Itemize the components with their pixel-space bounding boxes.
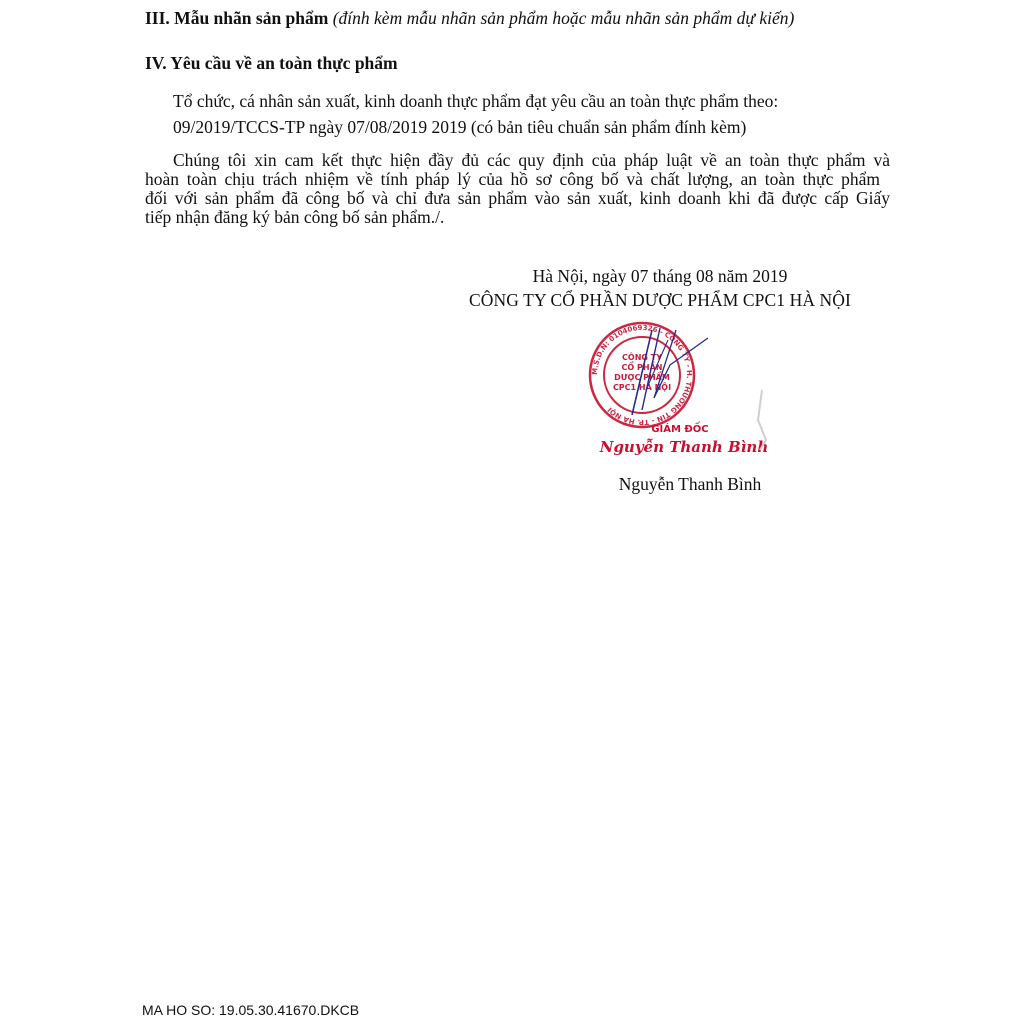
signature-block [440,262,880,502]
section-4-title: IV. Yêu cầu về an toàn thực phẩm [145,53,398,73]
stamp-center-line: DƯỢC PHẨM [614,373,670,382]
section-4-paragraph-1-line-2: 09/2019/TCCS-TP ngày 07/08/2019 2019 (có bản tiêu chuẩn sản phẩm đính kèm) [173,117,747,137]
stamp-center-line: CPC1 HÀ NỘI [612,383,672,392]
section-4-paragraph-2-line-3: đối với sản phẩm đã công bố và chỉ đưa sản phẩm vào sản xuất, kinh doanh khi đã được cấp Giấy [145,188,890,208]
record-code: MA HO SO: 19.05.30.41670.DKCB [142,1002,360,1018]
section-4-paragraph-2-line-1: Chúng tôi xin cam kết thực hiện đầy đủ các quy định của pháp luật về an toàn thực phẩm và [173,150,890,170]
svg-text:GIÁM ĐỐC: GIÁM ĐỐC [651,424,709,435]
svg-text:M.S.D.N: 0104069326 - CÔNG TY: M.S.D.N: 0104069326 - CÔNG TY - H. THƯỜNG TÍN - TP. HÀ NỘI [590,323,694,427]
section-3-heading [145,8,794,28]
section-4-paragraph-2 [145,151,890,227]
section-3-note: (đính kèm mẫu nhãn sản phẩm hoặc mẫu nhãn sản phẩm dự kiến) [332,8,795,28]
signer-name: Nguyễn Thanh Bình [618,474,762,494]
section-4-paragraph-2-line-4: tiếp nhận đăng ký bản công bố sản phẩm./. [145,207,445,227]
company-name: CÔNG TY CỔ PHẦN DƯỢC PHẨM CPC1 HÀ NỘI [469,290,851,310]
stamp-center-line: CỔ PHẦN [621,363,663,372]
section-4-paragraph-2-line-2: hoàn toàn chịu trách nhiệm về tính pháp lý của hồ sơ công bố và chất lượng, an toàn thực phẩm [145,169,880,189]
place-and-date: Hà Nội, ngày 07 tháng 08 năm 2019 [532,266,788,286]
company-seal-and-signature-icon [580,320,780,470]
stamp-center-line: CÔNG TY [622,353,662,362]
section-3-title: III. Mẫu nhãn sản phẩm [145,8,329,28]
section-4-paragraph-1-line-1: Tổ chức, cá nhân sản xuất, kinh doanh thực phẩm đạt yêu cầu an toàn thực phẩm theo: [173,91,779,111]
svg-text:Nguyễn Thanh Bình: Nguyễn Thanh Bình [599,438,769,456]
